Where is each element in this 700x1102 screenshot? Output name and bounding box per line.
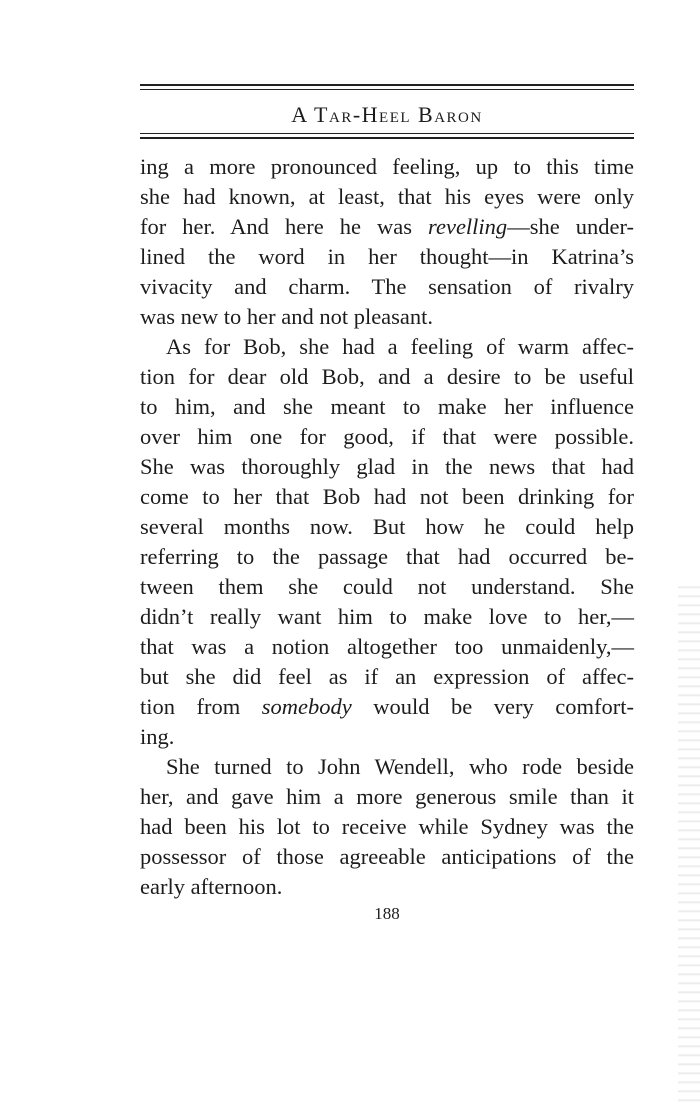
text-segment: ing a more pronounced feeling, up to this time xyxy=(140,154,634,179)
text-line xyxy=(140,752,634,782)
text-line xyxy=(140,542,634,572)
text-line xyxy=(140,332,634,362)
text-segment: early afternoon. xyxy=(140,874,283,899)
italic-text: somebody xyxy=(261,694,352,719)
text-line xyxy=(140,632,634,662)
text-line xyxy=(140,272,634,302)
header-rule-bottom-thin xyxy=(140,133,634,134)
text-segment: lined the word in her thought—in Katrina’s xyxy=(140,244,634,269)
text-line xyxy=(140,572,634,602)
text-line xyxy=(140,872,634,902)
paragraph xyxy=(140,152,634,332)
text-segment: She was thoroughly glad in the news that had xyxy=(140,454,634,479)
text-segment: didn’t really want him to make love to her,— xyxy=(140,604,634,629)
text-line xyxy=(140,302,634,332)
text-line xyxy=(140,422,634,452)
text-line xyxy=(140,692,634,722)
text-segment: referring to the passage that had occurred be- xyxy=(140,544,634,569)
text-segment: for her. And here he was xyxy=(140,214,429,239)
paragraph xyxy=(140,332,634,752)
text-segment: As for Bob, she had a feeling of warm affec- xyxy=(166,334,634,359)
header-rule-bottom-thick xyxy=(140,137,634,139)
text-line xyxy=(140,392,634,422)
text-segment: ing. xyxy=(140,724,175,749)
text-segment: her, and gave him a more generous smile than it xyxy=(140,784,634,809)
header-rule-top-thick xyxy=(140,84,634,86)
running-head: A Tar-Heel Baron xyxy=(291,102,483,127)
text-line xyxy=(140,662,634,692)
body-text xyxy=(140,152,634,902)
text-segment: to him, and she meant to make her influence xyxy=(140,394,634,419)
text-segment: vivacity and charm. The sensation of rivalry xyxy=(140,274,634,299)
paragraph xyxy=(140,752,634,902)
text-line xyxy=(140,362,634,392)
text-segment: possessor of those agreeable anticipations of the xyxy=(140,844,634,869)
text-segment: over him one for good, if that were possible. xyxy=(140,424,634,449)
text-line xyxy=(140,452,634,482)
page-number: 188 xyxy=(374,904,400,923)
page-edge-shadow xyxy=(678,580,700,1102)
text-line xyxy=(140,722,634,752)
text-segment: but she did feel as if an expression of affec- xyxy=(140,664,634,689)
text-line xyxy=(140,812,634,842)
text-line xyxy=(140,152,634,182)
text-line xyxy=(140,602,634,632)
text-segment: that was a notion altogether too unmaidenly,— xyxy=(140,634,634,659)
text-segment: had been his lot to receive while Sydney was the xyxy=(140,814,634,839)
text-segment: she had known, at least, that his eyes were only xyxy=(140,184,634,209)
text-segment: She turned to John Wendell, who rode beside xyxy=(166,754,634,779)
text-line xyxy=(140,842,634,872)
text-segment: tion from xyxy=(140,694,262,719)
text-segment: several months now. But how he could help xyxy=(140,514,634,539)
text-segment: —she under- xyxy=(507,214,634,239)
text-line xyxy=(140,182,634,212)
text-segment: come to her that Bob had not been drinking for xyxy=(140,484,634,509)
text-line xyxy=(140,782,634,812)
text-line xyxy=(140,512,634,542)
text-segment: would be very comfort- xyxy=(351,694,634,719)
text-segment: tween them she could not understand. She xyxy=(140,574,634,599)
text-line xyxy=(140,482,634,512)
text-line xyxy=(140,242,634,272)
text-line xyxy=(140,212,634,242)
text-segment: tion for dear old Bob, and a desire to be useful xyxy=(140,364,634,389)
text-segment: was new to her and not pleasant. xyxy=(140,304,434,329)
italic-text: revelling xyxy=(428,214,508,239)
header-rule-top-thin xyxy=(140,89,634,90)
